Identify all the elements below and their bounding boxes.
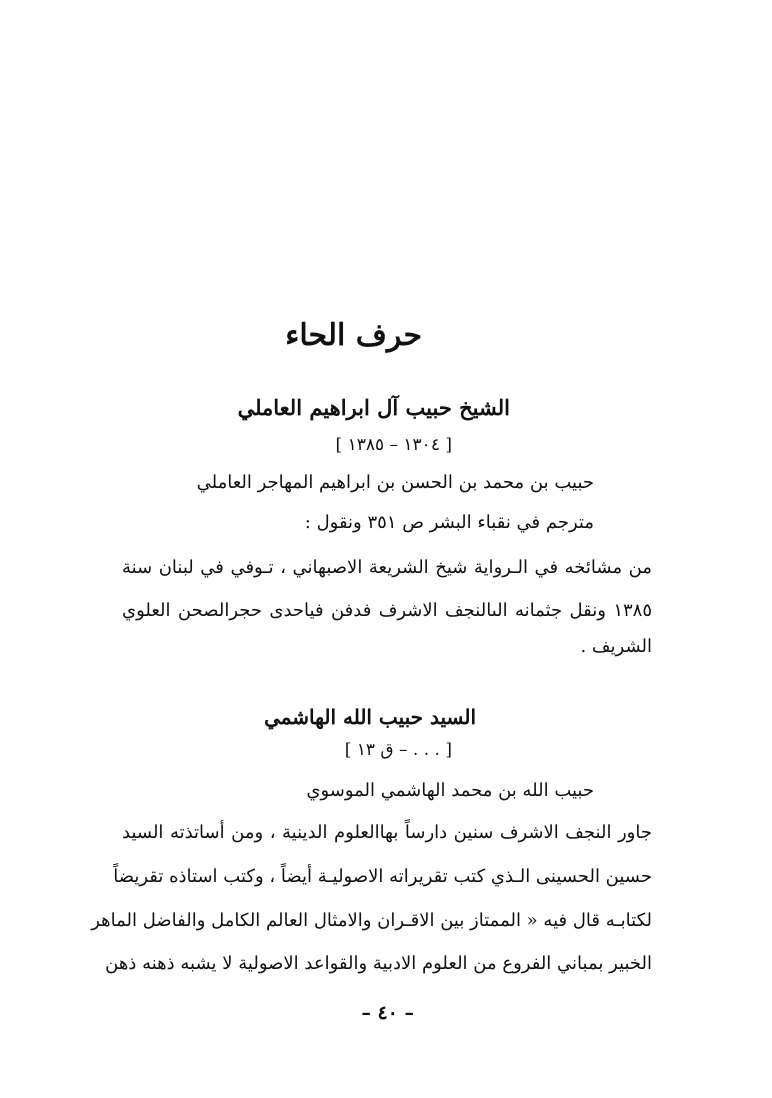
paragraph-line: جاور النجف الاشرف سنين دارساً بهاالعلوم الدينية ، ومن أساتذته السيد — [122, 822, 652, 843]
entry-heading-2: السيد حبيب الله الهاشمي — [264, 705, 476, 729]
paragraph-line: لكتابـه قال فيه « الممتاز بين الاقـران والامثال العالم الكامل والفاضل الماهر — [91, 910, 652, 931]
paragraph-line: الشريف . — [580, 636, 652, 657]
entry-heading-1: الشيخ حبيب آل ابراهيم العاملي — [237, 395, 510, 420]
entry-dates-1: [ ١٣٠٤ – ١٣٨٥ ] — [335, 435, 452, 455]
chapter-title: حرف الحاء — [285, 318, 422, 353]
paragraph-line: ١٣٨٥ ونقل جثمانه الىالنجف الاشرف فدفن فياحدى حجرالصحن العلوي — [122, 600, 652, 621]
paragraph-line: حسين الحسينى الـذي كتب تقريراته الاصوليـة أيضاً ، وكتب استاذه تقريضاً — [113, 866, 652, 887]
entry-dates-2: [ . . . – ق ١٣ ] — [344, 740, 452, 760]
paragraph-line: حبيب الله بن محمد الهاشمي الموسوي — [306, 780, 594, 801]
paragraph-line: حبيب بن محمد بن الحسن بن ابراهيم المهاجر العاملي — [196, 472, 594, 493]
paragraph-line: الخبير بمباني الفروع من العلوم الادبية والقواعد الاصولية لا يشبه ذهنه ذهن — [105, 953, 652, 974]
page-number: – ٤٠ – — [361, 1002, 414, 1024]
paragraph-line: من مشائخه في الـرواية شيخ الشريعة الاصبهاني ، تـوفي في لبنان سنة — [122, 557, 652, 578]
paragraph-line: مترجم في نقباء البشر ص ٣٥١ ونقول : — [304, 512, 594, 533]
